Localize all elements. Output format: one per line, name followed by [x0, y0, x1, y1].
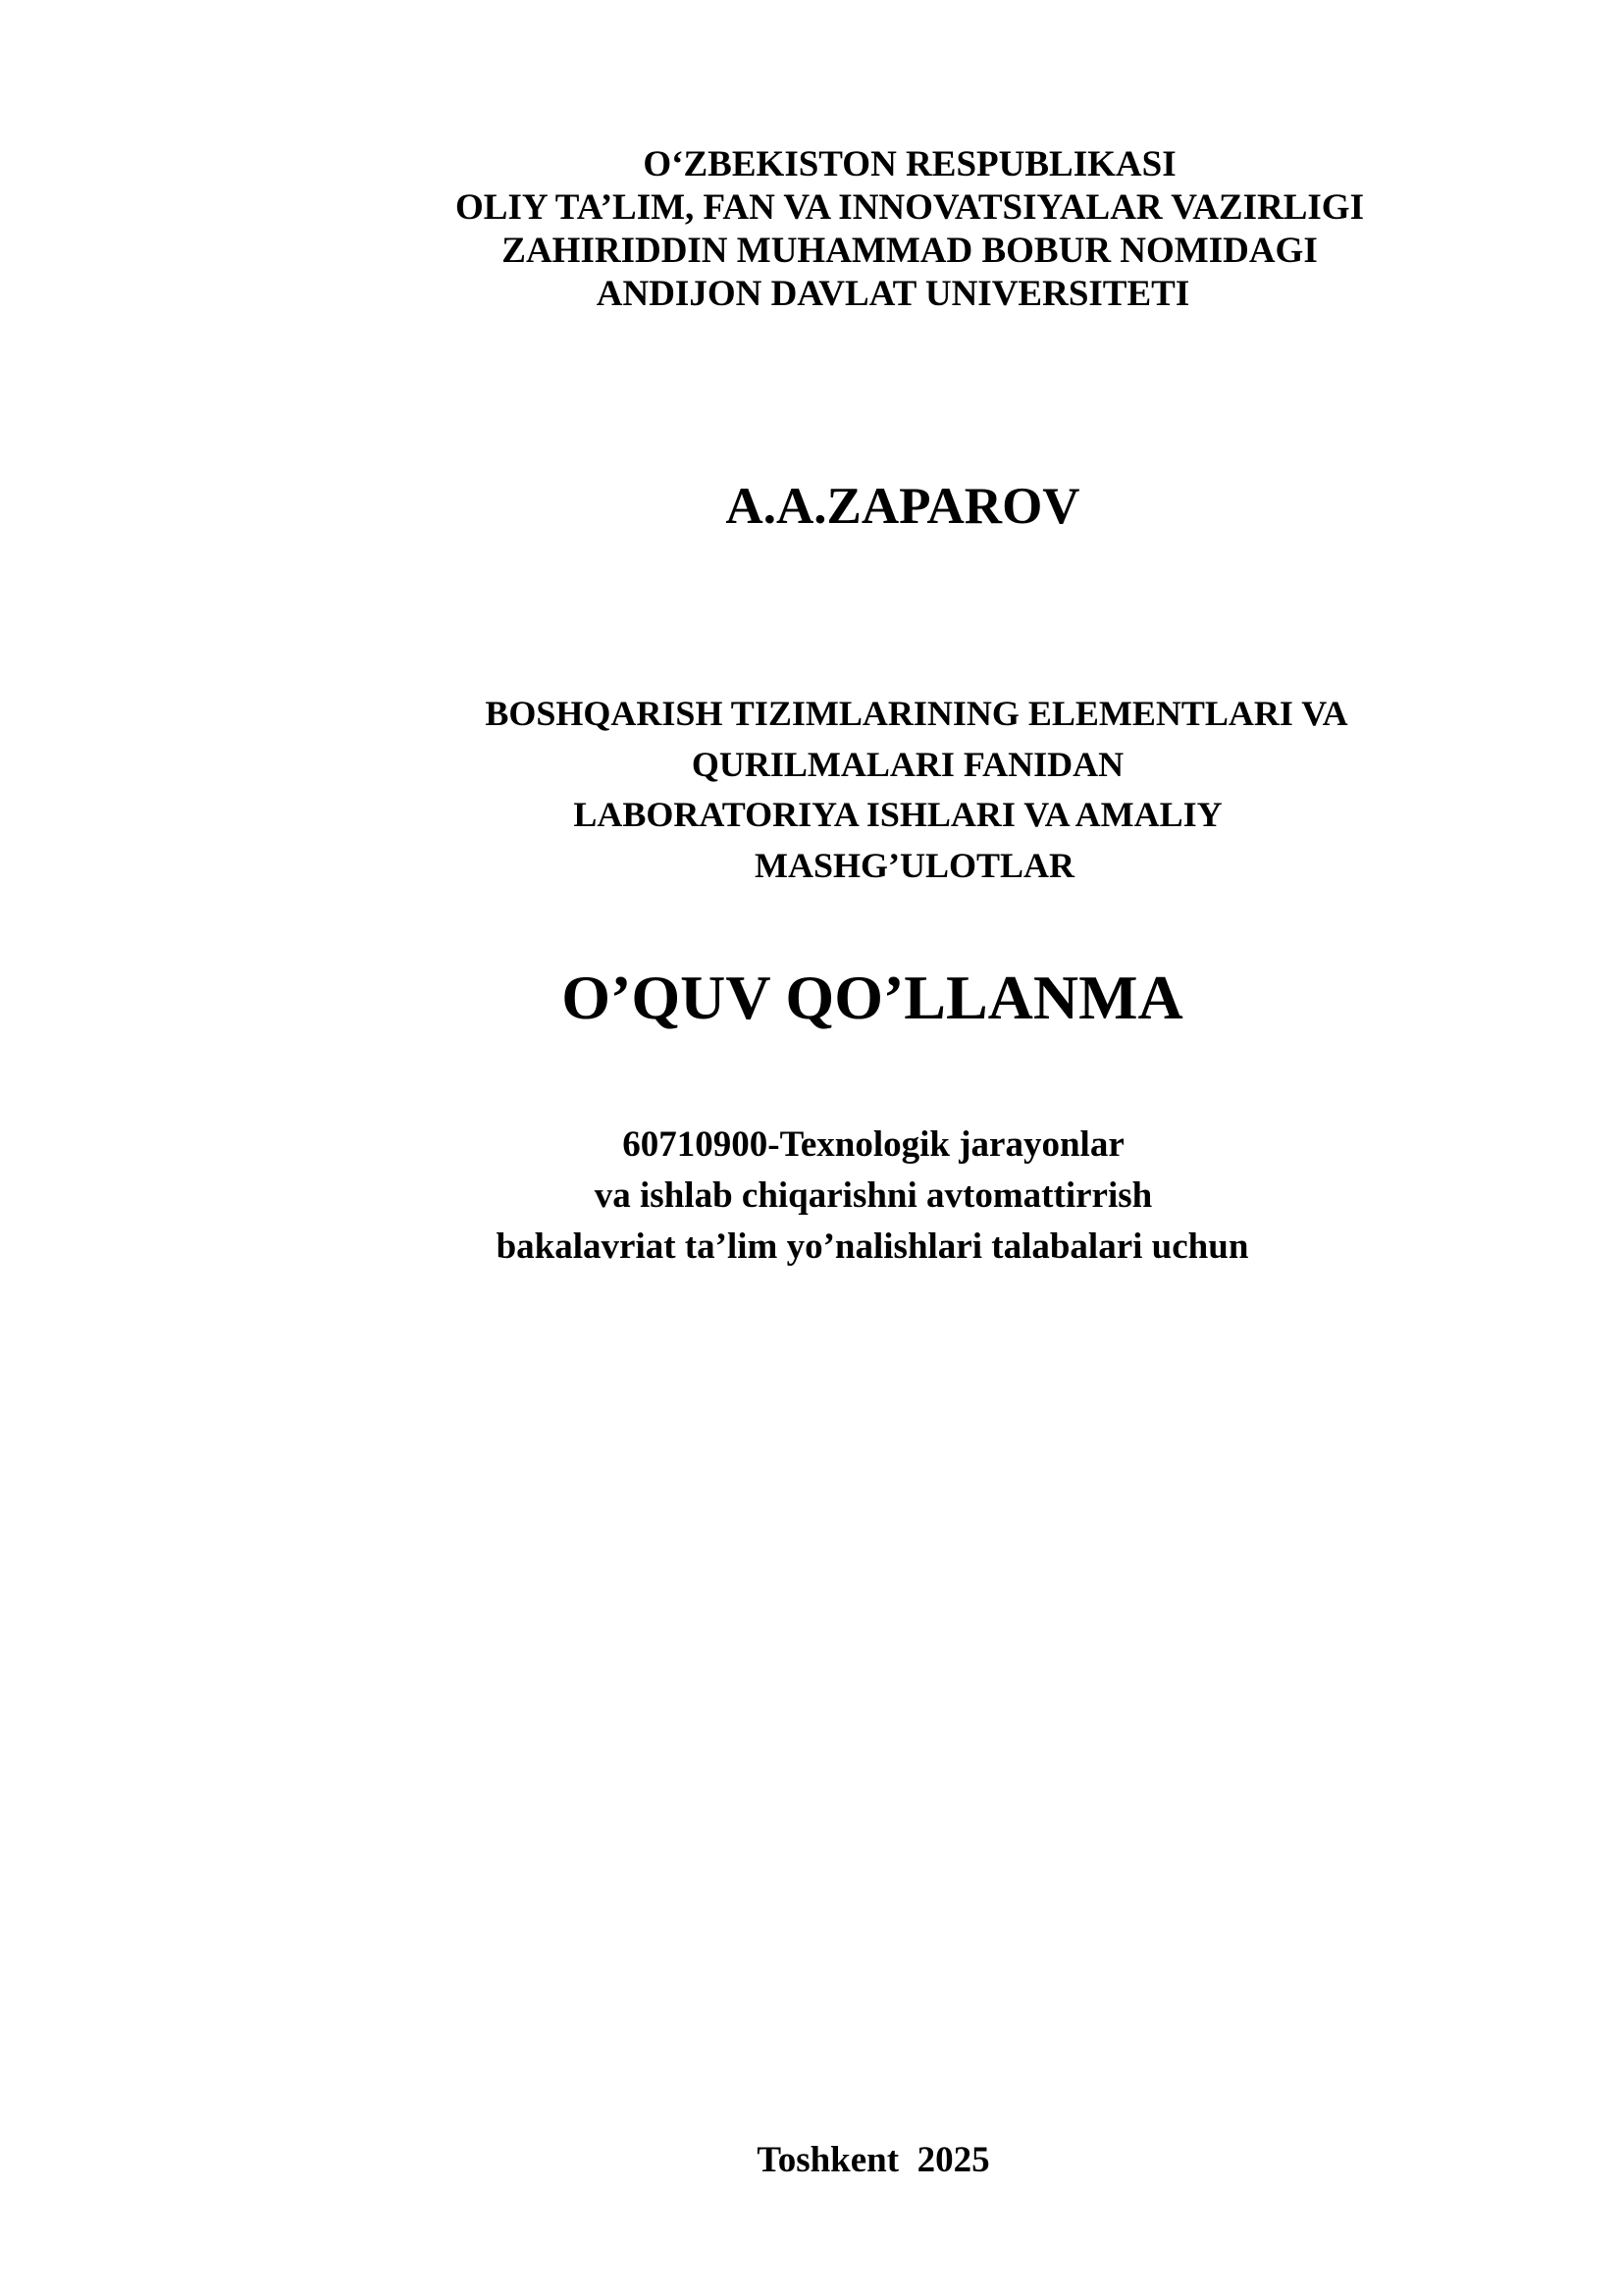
- subject-title-line-4: MASHG’ULOTLAR: [754, 846, 1075, 885]
- place-and-year: Toshkent 2025: [757, 2140, 990, 2180]
- subject-title-line-2: QURILMALARI FANIDAN: [691, 745, 1125, 784]
- subject-title-line-1: BOSHQARISH TIZIMLARINING ELEMENTLARI VA: [485, 694, 1348, 733]
- author-name: A.A.ZAPAROV: [725, 478, 1080, 535]
- ministry-header-line-1: O‘ZBEKISTON RESPUBLIKASI: [643, 144, 1177, 184]
- university-header-line-2: ANDIJON DAVLAT UNIVERSITETI: [596, 274, 1190, 314]
- ministry-header-line-2: OLIY TA’LIM, FAN VA INNOVATSIYALAR VAZIRLIGI: [455, 187, 1364, 228]
- program-name-line: va ishlab chiqarishni avtomattirrish: [594, 1175, 1153, 1216]
- subject-title-line-3: LABORATORIYA ISHLARI VA AMALIY: [573, 795, 1223, 834]
- target-students-line: bakalavriat ta’lim yo’nalishlari talabalari uchun: [496, 1226, 1249, 1267]
- document-type-title: O’QUV QO’LLANMA: [561, 963, 1183, 1032]
- university-header-line-1: ZAHIRIDDIN MUHAMMAD BOBUR NOMIDAGI: [501, 231, 1318, 271]
- program-code-line: 60710900-Texnologik jarayonlar: [622, 1124, 1125, 1165]
